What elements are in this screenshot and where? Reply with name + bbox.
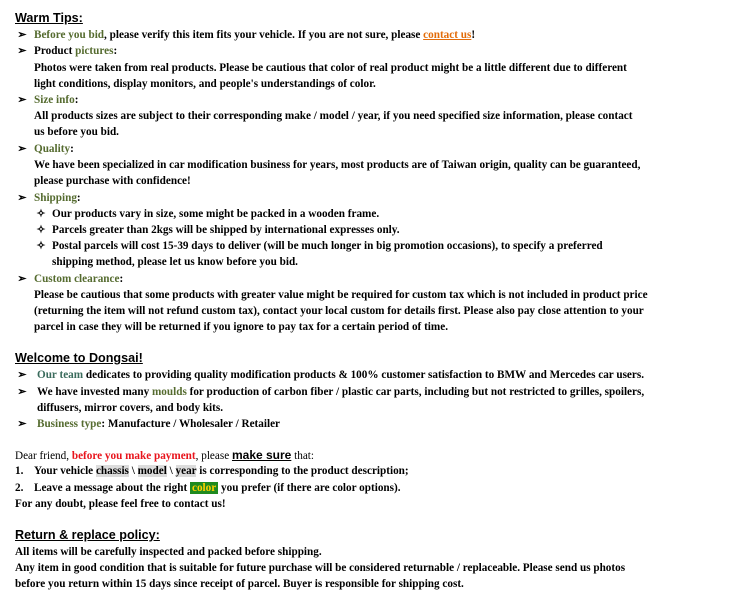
diamond-bullet-icon: ✧ [36, 240, 46, 252]
friend-item-1-sep1: \ [128, 465, 138, 477]
tip-bid-lead: Before you bid [34, 29, 105, 41]
shipping-item: Postal parcels will cost 15-39 days to deliver (will be much longer in big promotion occasions), to specify a preferred [52, 240, 603, 252]
return-policy-line2: Any item in good condition that is suitable for future purchase will be considered returnable / replaceable. Please send us photos [15, 562, 626, 574]
welcome-invest-pre: We have invested many [37, 386, 152, 398]
tip-bid-end: ! [471, 29, 476, 41]
contact-us-link[interactable]: contact us [423, 29, 472, 41]
tip-pictures-pre: Product [34, 45, 76, 57]
arrow-bullet-icon: ➢ [17, 386, 27, 398]
tip-pictures-lead: pictures [75, 45, 114, 57]
return-policy-heading: Return & replace policy: [15, 528, 160, 542]
arrow-bullet-icon: ➢ [17, 192, 27, 204]
tip-customs-colon: : [119, 273, 124, 285]
arrow-bullet-icon: ➢ [17, 94, 27, 106]
tip-before-bid [34, 27, 475, 43]
tip-quality-line2: please purchase with confidence! [34, 175, 191, 187]
welcome-heading: Welcome to Dongsai! [15, 351, 143, 365]
return-policy-line3: before you return within 15 days since receipt of parcel. Buyer is responsible for shipping cost. [15, 578, 464, 590]
tip-customs-line2: (returning the item will not refund custom tax), contact your local custom for details first. Please also pay close attention to your [34, 305, 644, 317]
tip-bid-text: , please verify this item fits your vehicle. If you are not sure, please [104, 29, 424, 41]
tip-shipping-lead: Shipping [34, 192, 77, 204]
friend-doubt: For any doubt, please feel free to contact us! [15, 498, 226, 510]
friend-item-1-pre: Your vehicle [34, 465, 96, 477]
welcome-team [37, 367, 644, 383]
year-highlight: year [175, 465, 197, 477]
tip-customs-heading [34, 271, 123, 287]
color-highlight: color [192, 482, 217, 494]
tip-customs-line3: parcel in case they will be returned if you ignore to pay tax for a certain period of time. [34, 321, 448, 333]
shipping-item: Parcels greater than 2kgs will be shipped by international expresses only. [52, 224, 400, 236]
shipping-item: Our products vary in size, some might be packed in a wooden frame. [52, 208, 380, 220]
welcome-invest-lead: moulds [151, 386, 187, 398]
welcome-business-lead: Business type [37, 418, 102, 430]
diamond-bullet-icon: ✧ [36, 224, 46, 236]
model-highlight: model [137, 465, 167, 477]
arrow-bullet-icon: ➢ [17, 143, 27, 155]
friend-item-2-num: 2. [15, 482, 24, 494]
tip-shipping-heading [34, 190, 81, 206]
friend-red-text: before you make payment [71, 450, 196, 462]
friend-item-1-sep2: \ [166, 465, 176, 477]
friend-make-sure: make sure [231, 448, 292, 462]
arrow-bullet-icon: ➢ [17, 45, 27, 57]
friend-item-2-text [34, 480, 401, 496]
diamond-bullet-icon: ✧ [36, 208, 46, 220]
tip-quality-lead: Quality [34, 143, 71, 155]
tip-size-lead: Size info [34, 94, 75, 106]
tip-quality-colon: : [70, 143, 74, 155]
chassis-highlight: chassis [95, 465, 129, 477]
tip-quality-heading [34, 141, 74, 157]
friend-item-2-pre: Leave a message about the right [34, 482, 190, 494]
tip-size-line1: All products sizes are subject to their corresponding make / model / year, if you need specified size information, please contact [34, 110, 633, 122]
tip-pictures-heading [34, 43, 117, 59]
shipping-item-continued: shipping method, please let us know before you bid. [52, 256, 298, 268]
friend-pre: Dear friend, [15, 450, 72, 462]
friend-item-1 [15, 463, 23, 479]
arrow-bullet-icon: ➢ [17, 29, 27, 41]
friend-item-1-num: 1. [15, 465, 24, 477]
welcome-team-text: dedicates to providing quality modification products & 100% customer satisfaction to BMW and Mercedes car users. [83, 369, 645, 381]
friend-item-2 [15, 480, 23, 496]
tip-size-line2: us before you bid. [34, 126, 119, 138]
friend-item-1-text [34, 463, 409, 479]
arrow-bullet-icon: ➢ [17, 273, 27, 285]
tip-quality-line1: We have been specialized in car modification business for years, most products are of Taiwan origin, quality can be guaranteed, [34, 159, 641, 171]
arrow-bullet-icon: ➢ [17, 418, 27, 430]
friend-item-2-rest: you prefer (if there are color options). [218, 482, 401, 494]
friend-item-1-rest: is corresponding to the product description; [196, 465, 409, 477]
tip-pictures-line1: Photos were taken from real products. Please be cautious that color of real product might be a little different due to different [34, 62, 627, 74]
arrow-bullet-icon: ➢ [17, 369, 27, 381]
welcome-invest-text: for production of carbon fiber / plastic car parts, including but not restricted to grilles, spoilers, [186, 386, 645, 398]
welcome-business [37, 416, 280, 432]
friend-mid: , please [195, 450, 232, 462]
tip-customs-line1: Please be cautious that some products with greater value might be required for custom tax which is not included in product price [34, 289, 648, 301]
welcome-business-text: : Manufacture / Wholesaler / Retailer [101, 418, 281, 430]
friend-end: that: [291, 450, 315, 462]
tip-shipping-colon: : [76, 192, 81, 204]
warm-tips-heading: Warm Tips: [15, 11, 83, 25]
return-policy-line1: All items will be carefully inspected and packed before shipping. [15, 546, 322, 558]
welcome-invest [37, 384, 644, 400]
friend-intro [15, 447, 314, 464]
tip-pictures-line2: light conditions, display monitors, and people's understandings of color. [34, 78, 376, 90]
tip-size-colon: : [74, 94, 79, 106]
tip-size-heading [34, 92, 78, 108]
welcome-invest-line2: diffusers, mirror covers, and body kits. [37, 402, 224, 414]
welcome-team-lead: Our team [37, 369, 84, 381]
tip-pictures-colon: : [113, 45, 118, 57]
tip-customs-lead: Custom clearance [34, 273, 120, 285]
